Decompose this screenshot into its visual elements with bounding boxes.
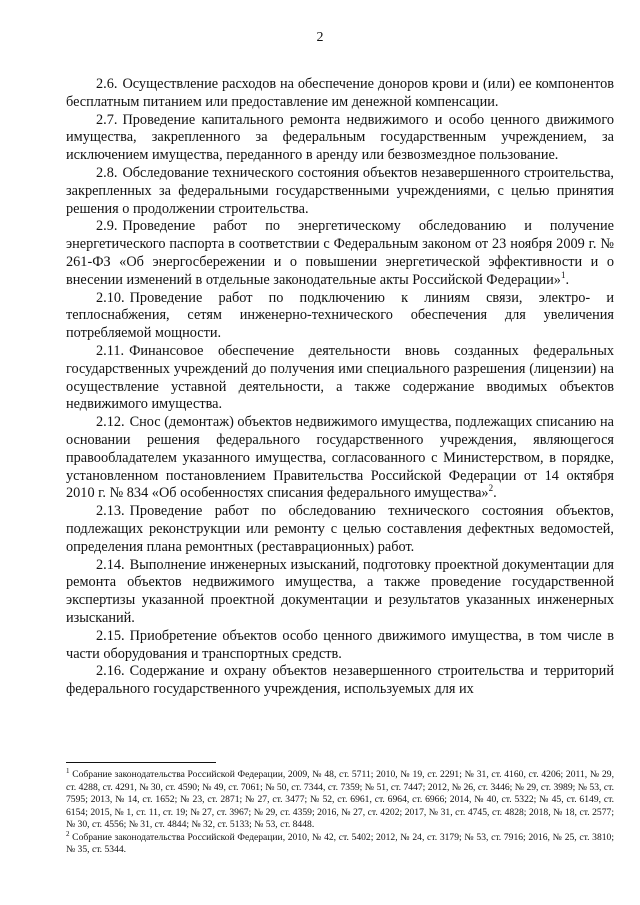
paragraph-number: 2.6. [96,76,118,92]
paragraph-item [66,628,614,664]
footnote-text: Собрание законодательства Российской Федерации, 2010, № 42, ст. 5402; 2012, № 24, ст. 3179; № 53, ст. 7916; 2016, № 25, ст. 3810; № 35, ст. 5344. [66,831,614,855]
footnotes [66,766,614,857]
paragraph-text: Обследование технического состояния объектов незавершенного строительства, закрепленных за федеральными государственными учреждениями, с целью принятия решения о продолжении строительства. [66,164,614,217]
paragraph-item [66,76,614,112]
paragraph-text: Финансовое обеспечение деятельности вновь созданных федеральных государственных учреждений до получения ими специального разрешения (лицензии) на осуществление уставной деятельности, а также содержание вводимых объектов недвижимого имущества. [66,342,614,413]
paragraph-number: 2.16. [96,663,125,680]
paragraph-text: Снос (демонтаж) объектов недвижимого имущества, подлежащих списанию на основании решения федерального государственного учреждения, являющегося правообладателем указанного имущества, согласованного с Министерством, в порядке, установленном постановлением Правительства Российской Федерации от 14 октября 2010 г. № 834 «Об особенностях списания федерального имущества» [66,414,614,502]
paragraph-number: 2.12. [96,414,125,431]
footnote-mark: 2 [66,829,70,838]
paragraph-item [66,503,614,556]
footnote-ref: 1 [560,270,566,280]
paragraph-item [66,557,614,628]
paragraph-item [66,218,614,289]
paragraph-text: Проведение работ по обследованию технического состояния объектов, подлежащих реконструкции или ремонту с целью составления дефектных ведомостей, определения плана ремонтных (реставрационных) работ. [66,503,614,555]
paragraph-number: 2.8. [96,164,118,181]
paragraph-item [66,343,614,414]
paragraph-number: 2.7. [96,111,118,128]
paragraph-item [66,290,614,343]
page-number: 2 [316,30,324,45]
paragraph-number: 2.13. [96,503,125,520]
paragraph-trailing-punct: . [565,271,570,288]
footnote-ref: 2 [488,483,494,494]
footnote-text: Собрание законодательства Российской Федерации, 2009, № 48, ст. 5711; 2010, № 19, ст. 2291; № 31, ст. 4160, ст. 4206; 2011, № 29, ст. 4288, ст. 4291, № 30, ст. 4590; № 49, ст. 7061; № 50, ст. 7344, ст. 7359; № 51, ст. 7447; 2012, № 26, ст. 3446; № 29, ст. 3989; № 53, ст. 7595; 2013, № 14, ст. 1652; № 23, ст. 2871; № 27, ст. 3477; № 52, ст. 6961, ст. 6964, ст. 6966; 2014, № 40, ст. 5322; № 45, ст. 6149, ст. 6154; 2015, № 1, ст. 11, ст. 19; № 27, ст. 3967; № 29, ст. 4359; 2016, № 27, ст. 4202; 2017, № 31, ст. 4745, ст. 4828; 2018, № 18, ст. 2577; № 30, ст. 4556; № 31, ст. 4844; № 32, ст. 5133; № 53, ст. 8448. [66,769,614,830]
paragraph-text: Выполнение инженерных изысканий, подготовку проектной документации для ремонта объектов недвижимого имущества, а также проведение государственной экспертизы указанной проектной документации и результатов указанных инженерных изысканий. [66,556,614,626]
paragraph-trailing-punct: . [493,485,497,502]
paragraph-number: 2.14. [96,556,125,573]
paragraph-text: Проведение работ по подключению к линиям связи, электро- и теплоснабжения, сетям инженерно-технического обеспечения для увеличения потребляемой мощности. [66,289,614,342]
paragraph-text: Проведение капитального ремонта недвижимого и особо ценного движимого имущества, закрепленного за федеральным государственным учреждением, за исключением имущества, переданного в аренду или безвозмездное пользование. [66,111,614,164]
footnote-divider [66,762,216,763]
footnote-mark: 1 [66,766,70,775]
paragraph-text: Осуществление расходов на обеспечение доноров крови и (или) ее компонентов бесплатным питанием или предоставление им денежной компенсации. [66,76,614,110]
paragraph-number: 2.11. [96,342,125,359]
paragraph-item [66,165,614,218]
paragraph-number: 2.9. [96,218,118,235]
paragraph-text: Проведение работ по энергетическому обследованию и получение энергетического паспорта в соответствии с Федеральным законом от 23 ноября 2009 г. № 261-ФЗ «Об энергосбережении и о повышении энергетической эффективности и о внесении изменений в отдельные законодательные акты Российской Федерации» [66,218,614,288]
footnote-item [66,829,614,857]
paragraph-text: Содержание и охрану объектов незавершенного строительства и территорий федерального государственного учреждения, используемых для их [66,663,614,698]
paragraph-number: 2.15. [96,627,125,644]
paragraph-item [66,414,614,503]
paragraph-number: 2.10. [96,289,125,306]
paragraph-item [66,112,614,165]
footnote-item [66,766,614,832]
paragraph-text: Приобретение объектов особо ценного движимого имущества, в том числе в части оборудования и транспортных средств. [66,627,614,662]
paragraph-item [66,663,614,699]
document-body [66,76,614,699]
